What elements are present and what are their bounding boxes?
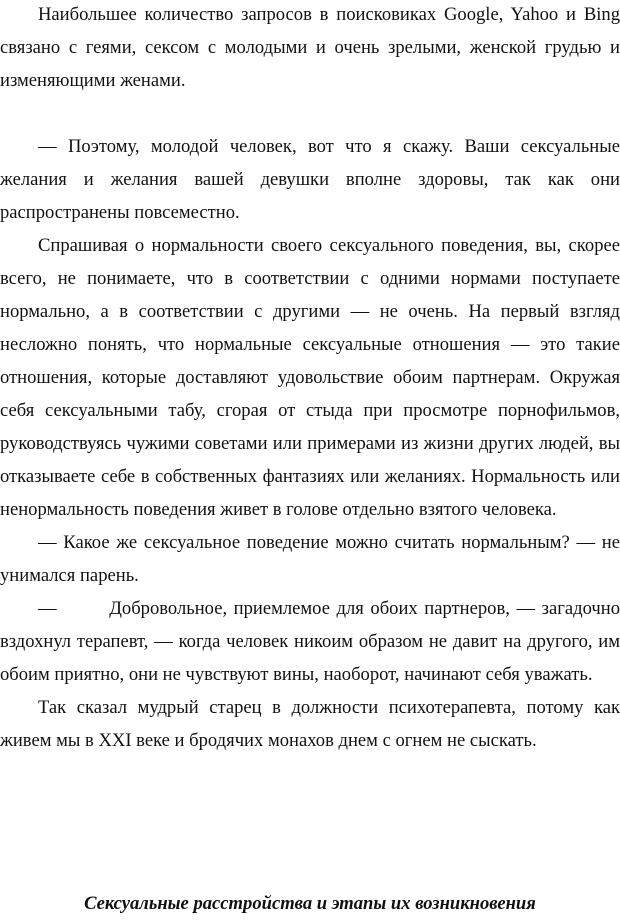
paragraph-normality: Спрашивая о нормальности своего сексуального поведения, вы, скорее всего, не понимаете, что в соответствии с одними нормами поступаете нормально, а в соответствии с другими — не очень. На первый взгляд несложно понять, что нормальные сексуальные отношения — это такие отношения, которые доставляют удовольствие обоим партнерам. Окружая себя сексуальными табу, сгорая от стыда при просмотре порнофильмов, руководствуясь чужими советами или примерами из жизни других людей, вы отказываете себе в собственных фантазиях или желаниях. Нормальность или ненормальность поведения живет в голове отдельно взятого человека. xyxy=(0,235,620,520)
paragraph-search-queries: Наибольшее количество запросов в поисковиках Google, Yahoo и Bing связано с геями, сексом с молодыми и очень зрелыми, женской грудью и изменяющими женами. xyxy=(0,4,620,91)
blank-line xyxy=(0,97,620,130)
paragraph-therapist-reply: — Поэтому, молодой человек, вот что я скажу. Ваши сексуальные желания и желания вашей девушки вполне здоровы, так как они распространены повсеместно. xyxy=(0,136,620,223)
paragraph-wise-elder: Так сказал мудрый старец в должности психотерапевта, потому как живем мы в XXI веке и бродячих монахов днем с огнем не сыскать. xyxy=(0,697,620,751)
paragraph-young-man-question: — Какое же сексуальное поведение можно считать нормальным? — не унимался парень. xyxy=(0,532,620,586)
paragraph-therapist-answer: — Добровольное, приемлемое для обоих партнеров, — загадочно вздохнул терапевт, — когда человек никоим образом не давит на другого, им обоим приятно, они не чувствуют вины, наоборот, начинают себя уважать. xyxy=(0,598,620,685)
section-heading: Сексуальные расстройства и этапы их возникновения xyxy=(84,893,536,914)
